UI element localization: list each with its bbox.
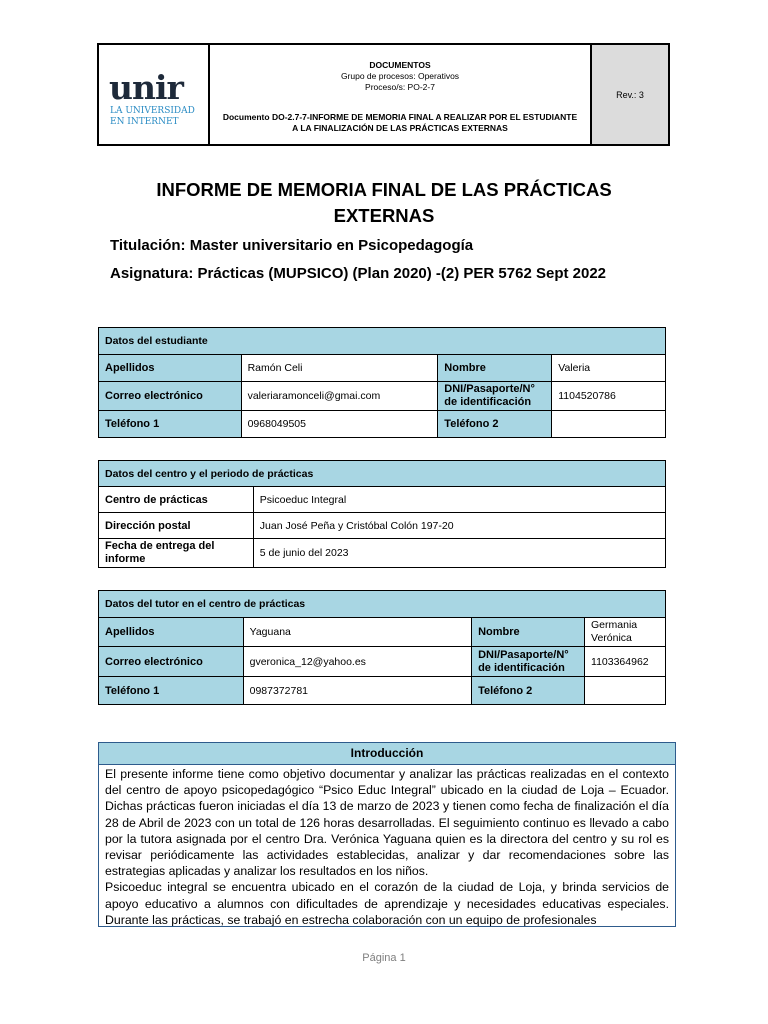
page-title-line-2: EXTERNAS bbox=[333, 205, 435, 226]
header-section: DOCUMENTOS bbox=[369, 60, 431, 70]
center-name-label: Centro de prácticas bbox=[99, 487, 254, 513]
unir-logo bbox=[99, 45, 210, 144]
center-date-label-line-1: Fecha de entrega del bbox=[105, 540, 215, 552]
page-number: Página 1 bbox=[362, 952, 406, 964]
student-apellidos: Ramón Celi bbox=[241, 355, 438, 382]
student-tel2-label: Teléfono 2 bbox=[438, 411, 552, 438]
logo-tagline-line-1: LA UNIVERSIDAD bbox=[110, 106, 195, 116]
student-tel1-label: Teléfono 1 bbox=[99, 411, 242, 438]
tutor-tel2 bbox=[585, 677, 666, 705]
student-dni-label bbox=[438, 382, 552, 411]
header-revision: Rev.: 3 bbox=[592, 45, 668, 144]
tutor-heading: Datos del tutor en el centro de prácticas bbox=[99, 591, 666, 618]
student-apellidos-label: Apellidos bbox=[99, 355, 242, 382]
student-tel2 bbox=[552, 411, 666, 438]
header-info bbox=[210, 45, 592, 144]
student-dni-label-line-1: DNI/Pasaporte/N° bbox=[444, 383, 535, 395]
tutor-dni-label bbox=[472, 647, 585, 677]
student-dni-label-line-2: de identificación bbox=[444, 396, 532, 408]
student-table bbox=[98, 327, 666, 438]
tutor-table bbox=[98, 590, 666, 705]
tutor-dni-label-line-1: DNI/Pasaporte/N° bbox=[478, 648, 569, 661]
center-date: 5 de junio del 2023 bbox=[253, 539, 665, 568]
tutor-dni: 1103364962 bbox=[585, 647, 666, 677]
introduction-paragraph-2: Psicoeduc integral se encuentra ubicado en el corazón de la ciudad de Loja, y brinda servicios de apoyo educativo a alumnos con dificultades de aprendizaje y necesidades educativas especiales. Durante las prácticas, se trabajó en estrecha colaboración con un equipo de profesionales bbox=[105, 880, 669, 927]
student-dni: 1104520786 bbox=[552, 382, 666, 411]
introduction-body bbox=[99, 765, 675, 927]
header-doc-line-2: A LA FINALIZACIÓN DE LAS PRÁCTICAS EXTERNAS bbox=[292, 123, 508, 133]
student-nombre: Valeria bbox=[552, 355, 666, 382]
center-name: Psicoeduc Integral bbox=[253, 487, 665, 513]
introduction-heading: Introducción bbox=[99, 743, 675, 765]
tutor-dni-label-line-2: de identificación bbox=[478, 661, 565, 674]
tutor-tel1: 0987372781 bbox=[243, 677, 471, 705]
center-address: Juan José Peña y Cristóbal Colón 197-20 bbox=[253, 513, 665, 539]
student-heading: Datos del estudiante bbox=[99, 328, 666, 355]
introduction-section bbox=[98, 742, 676, 927]
tutor-tel2-label: Teléfono 2 bbox=[472, 677, 585, 705]
logo-wordmark: unir bbox=[109, 68, 183, 107]
tutor-nombre bbox=[585, 618, 666, 647]
titulacion: Titulación: Master universitario en Psicopedagogía bbox=[110, 237, 474, 254]
center-address-label: Dirección postal bbox=[99, 513, 254, 539]
logo-tagline bbox=[110, 106, 195, 128]
document-header bbox=[97, 43, 670, 146]
logo-tagline-line-2: EN INTERNET bbox=[110, 117, 179, 127]
introduction-paragraph-1: El presente informe tiene como objetivo documentar y analizar las prácticas realizadas en el contexto del centro de apoyo psicopedagógico “Psico Educ Integral” ubicado en la ciudad de Loja – Ecuador. Dichas prácticas fueron iniciadas el día 13 de marzo de 2023 y tienen como fecha de finalización el día 28 de Abril de 2023 con un total de 126 horas desarrolladas. El seguimiento continuo es llevado a cabo por la tutora asignada por el centro Dra. Verónica Yaguana quien es la directora del centro y su rol es revisar periódicamente las actividades establecidas, analizar y dar recomendaciones sobre las estrategias aplicadas y analizar los resultados en los niños. bbox=[105, 767, 669, 879]
student-email-label: Correo electrónico bbox=[99, 382, 242, 411]
asignatura: Asignatura: Prácticas (MUPSICO) (Plan 2020) -(2) PER 5762 Sept 2022 bbox=[110, 265, 607, 282]
tutor-email-label: Correo electrónico bbox=[99, 647, 244, 677]
tutor-apellidos-label: Apellidos bbox=[99, 618, 244, 647]
center-date-label-line-2: informe bbox=[105, 553, 146, 565]
page-title-line-1: INFORME DE MEMORIA FINAL DE LAS PRÁCTICAS bbox=[156, 179, 612, 200]
center-table bbox=[98, 460, 666, 568]
tutor-apellidos: Yaguana bbox=[243, 618, 471, 647]
tutor-nombre-line-1: Germania bbox=[591, 619, 638, 631]
header-group: Grupo de procesos: Operativos bbox=[340, 71, 460, 81]
tutor-nombre-label: Nombre bbox=[472, 618, 585, 647]
tutor-nombre-line-2: Verónica bbox=[591, 632, 632, 644]
student-tel1: 0968049505 bbox=[241, 411, 438, 438]
tutor-tel1-label: Teléfono 1 bbox=[99, 677, 244, 705]
center-date-label bbox=[99, 539, 254, 568]
header-document-title bbox=[210, 112, 590, 134]
tutor-email: gveronica_12@yahoo.es bbox=[243, 647, 471, 677]
header-doc-line-1: Documento DO-2.7-7-INFORME DE MEMORIA FINAL A REALIZAR POR EL ESTUDIANTE bbox=[222, 112, 578, 122]
student-email: valeriaramonceli@gmai.com bbox=[241, 382, 438, 411]
student-nombre-label: Nombre bbox=[438, 355, 552, 382]
center-heading: Datos del centro y el periodo de prácticas bbox=[99, 461, 666, 487]
header-process: Proceso/s: PO-2-7 bbox=[365, 82, 435, 92]
page-title bbox=[120, 177, 648, 229]
